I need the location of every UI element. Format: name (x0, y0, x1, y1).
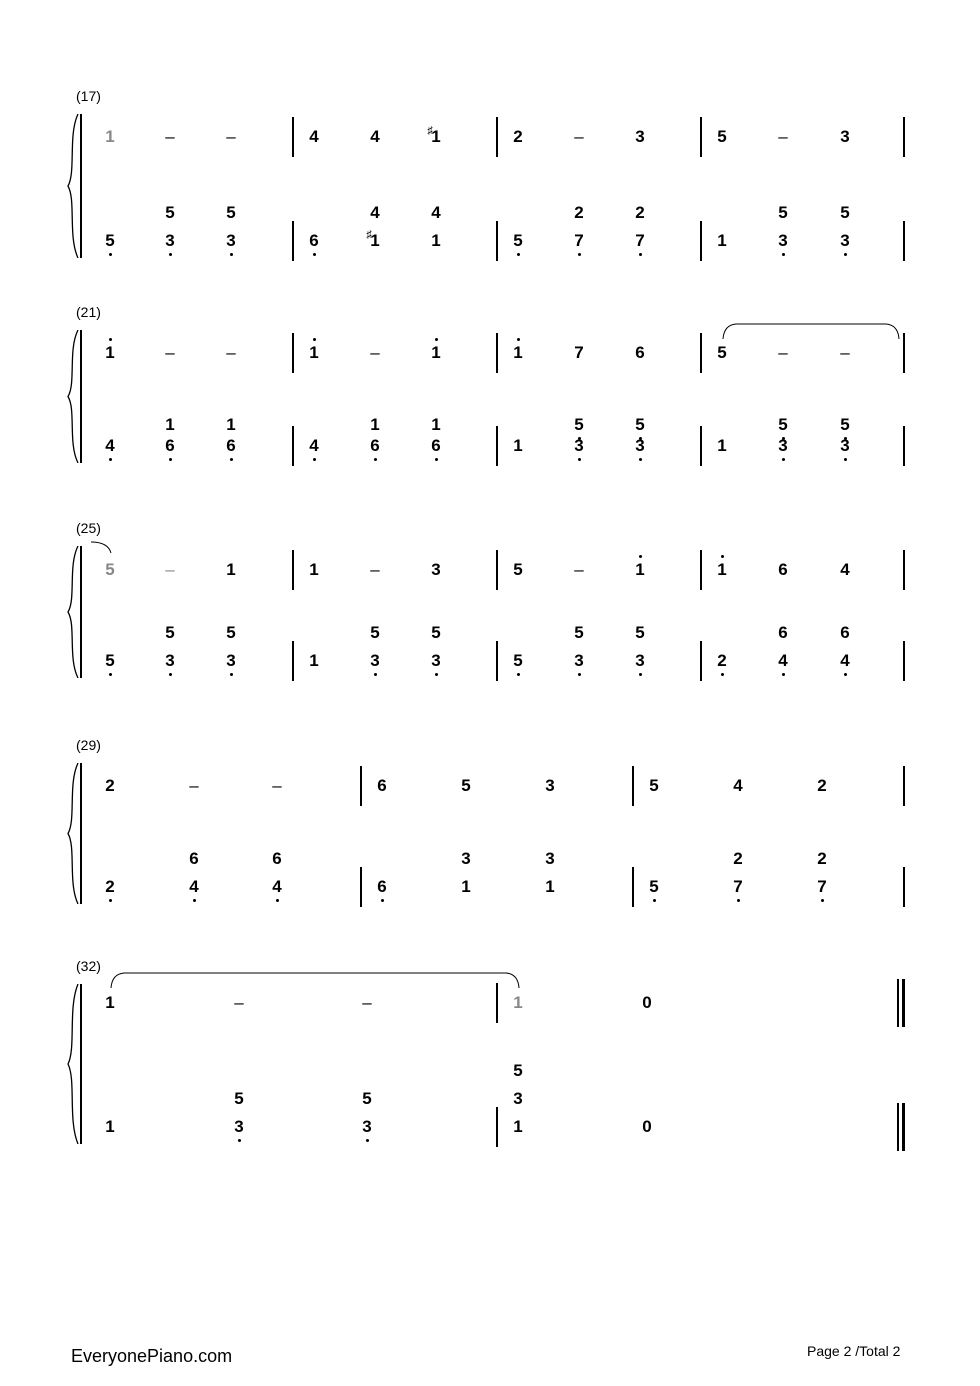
octave-down-dot (844, 253, 847, 256)
melody-note: – (778, 127, 788, 146)
melody-note: 2 (817, 776, 827, 795)
melody-note: 1 (506, 343, 530, 363)
measure-number: (32) (76, 958, 101, 974)
tie-slur (110, 972, 522, 992)
bar-line (292, 426, 294, 466)
bar-line (496, 641, 498, 681)
harmony-note: 5 (234, 1089, 244, 1108)
bass-note: 1 (717, 231, 727, 250)
harmony-note: 1 (165, 415, 175, 434)
melody-note: 1 (226, 560, 236, 579)
melody-note: 5 (649, 776, 659, 795)
bass-note: 3 (355, 1117, 379, 1137)
bass-note: 4 (98, 436, 122, 456)
melody-note: 2 (513, 127, 523, 146)
octave-down-dot (169, 673, 172, 676)
sharp-sign: ♯ (427, 125, 433, 137)
bass-note: 3 (833, 231, 857, 251)
octave-down-dot (313, 458, 316, 461)
melody-note: – (165, 127, 175, 146)
harmony-note: 5 (574, 623, 584, 642)
bar-line (903, 550, 905, 590)
harmony-note: 6 (189, 849, 199, 868)
staff-brace (66, 984, 80, 1144)
bass-note: 1 (717, 436, 727, 455)
octave-down-dot (639, 673, 642, 676)
harmony-note: 5 (635, 623, 645, 642)
octave-down-dot (109, 673, 112, 676)
melody-note: – (370, 343, 380, 362)
bar-line (496, 426, 498, 466)
harmony-note: 5 (628, 415, 652, 435)
bass-note: 3 (219, 231, 243, 251)
octave-down-dot (169, 253, 172, 256)
bass-note: 3 (158, 651, 182, 671)
harmony-note: 1 (370, 415, 380, 434)
harmony-note: 5 (370, 623, 380, 642)
bar-line (632, 766, 634, 806)
harmony-note: 6 (272, 849, 282, 868)
system-line (80, 330, 82, 463)
melody-note: 4 (309, 127, 319, 146)
melody-note: 4 (370, 127, 380, 146)
bass-note: 3 (363, 651, 387, 671)
octave-up-dot (313, 338, 316, 341)
harmony-note: 4 (370, 203, 380, 222)
harmony-note: 5 (833, 415, 857, 435)
melody-note: – (189, 776, 199, 795)
bar-line (632, 867, 634, 907)
bass-note: 3 (628, 651, 652, 671)
harmony-note: 5 (226, 203, 236, 222)
bass-note: 6 (219, 436, 243, 456)
bass-note: 7 (726, 877, 750, 897)
octave-down-dot (374, 673, 377, 676)
system-line (80, 546, 82, 678)
bar-line (903, 426, 905, 466)
system-line (80, 763, 82, 904)
bass-note: 5 (98, 651, 122, 671)
melody-note: 6 (635, 343, 645, 362)
bass-note: 3 (771, 436, 795, 456)
melody-note: 1 (628, 560, 652, 580)
harmony-note: 5 (771, 415, 795, 435)
bass-note: 1 ♯ (363, 231, 387, 251)
harmony-note: 2 (635, 203, 645, 222)
melody-note: 1 (309, 560, 319, 579)
octave-down-dot (366, 1139, 369, 1142)
octave-up-dot (109, 338, 112, 341)
bar-line (903, 867, 905, 907)
melody-note: 1 (98, 343, 122, 363)
melody-note: 7 (574, 343, 584, 362)
octave-up-dot (517, 338, 520, 341)
bass-note: 5 (642, 877, 666, 897)
melody-note: – (226, 343, 236, 362)
bass-note: 3 (833, 436, 857, 456)
octave-down-dot (737, 899, 740, 902)
final-bar-line (897, 979, 899, 1027)
bass-note: 6 (424, 436, 448, 456)
bass-note: 4 (302, 436, 326, 456)
melody-note: – (272, 776, 282, 795)
system-line (80, 984, 82, 1144)
harmony-note: 5 (778, 203, 788, 222)
harmony-note: 2 (574, 203, 584, 222)
melody-note: 4 (733, 776, 743, 795)
bass-note: 3 (567, 651, 591, 671)
bar-line (903, 333, 905, 373)
octave-down-dot (639, 253, 642, 256)
harmony-note: 1 (226, 415, 236, 434)
harmony-note: 3 (461, 849, 471, 868)
bar-line (903, 766, 905, 806)
octave-down-dot (578, 673, 581, 676)
measure-number: (29) (76, 737, 101, 753)
bass-note: 5 (506, 231, 530, 251)
melody-note: 1 (105, 993, 115, 1012)
bar-line (903, 221, 905, 261)
melody-note: 1 (302, 343, 326, 363)
octave-down-dot (639, 458, 642, 461)
harmony-note: 5 (513, 1061, 523, 1080)
final-bar-line (897, 1103, 899, 1151)
melody-note: 5 (717, 127, 727, 146)
melody-note: – (165, 343, 175, 362)
melody-note: 5 (461, 776, 471, 795)
melody-note: 3 (545, 776, 555, 795)
bass-note: 4 (833, 651, 857, 671)
octave-down-dot (276, 899, 279, 902)
harmony-note: 5 (431, 623, 441, 642)
melody-note: 3 (431, 560, 441, 579)
bass-note: 7 (567, 231, 591, 251)
octave-down-dot (782, 673, 785, 676)
harmony-note: 6 (778, 623, 788, 642)
octave-down-dot (821, 899, 824, 902)
harmony-note: 5 (165, 623, 175, 642)
bass-note: 6 (302, 231, 326, 251)
harmony-note: 5 (840, 203, 850, 222)
octave-down-dot (844, 673, 847, 676)
measure-number: (25) (76, 520, 101, 536)
octave-down-dot (578, 253, 581, 256)
octave-down-dot (109, 253, 112, 256)
staff-brace (66, 763, 80, 904)
staff-brace (66, 330, 80, 463)
bar-line (360, 867, 362, 907)
bass-note: 6 (158, 436, 182, 456)
bass-note: 1 (105, 1117, 115, 1136)
bar-line (903, 117, 905, 157)
system-line (80, 114, 82, 258)
bass-note: 1 (545, 877, 555, 896)
melody-note: 5 (717, 343, 727, 362)
bar-line (700, 117, 702, 157)
bass-note: 5 (506, 651, 530, 671)
octave-down-dot (782, 253, 785, 256)
bass-note: 3 (628, 436, 652, 456)
bass-note: 0 (642, 1117, 652, 1136)
bass-note: 1 (309, 651, 319, 670)
melody-note: – (574, 127, 584, 146)
octave-down-dot (381, 899, 384, 902)
measure-number: (17) (76, 88, 101, 104)
bar-line (292, 117, 294, 157)
melody-note: 3 (840, 127, 850, 146)
harmony-note: 5 (567, 415, 591, 435)
bar-line (496, 550, 498, 590)
bar-line (700, 333, 702, 373)
site-footer: EveryonePiano.com (71, 1346, 233, 1366)
bass-note: 3 (219, 651, 243, 671)
bar-line (496, 333, 498, 373)
staff-brace (66, 114, 80, 258)
sharp-sign: ♯ (366, 229, 372, 241)
bar-line (700, 641, 702, 681)
melody-note: – (362, 993, 372, 1012)
melody-note: 1 ♯ (424, 127, 448, 147)
staff-brace (66, 546, 80, 678)
octave-down-dot (782, 458, 785, 461)
bar-line (292, 641, 294, 681)
melody-note: – (165, 560, 175, 579)
bass-note: 3 (158, 231, 182, 251)
melody-note: 5 (513, 560, 523, 579)
octave-down-dot (169, 458, 172, 461)
final-bar-line (902, 979, 905, 1027)
bass-note: 3 (424, 651, 448, 671)
bass-note: 4 (265, 877, 289, 897)
bar-line (292, 550, 294, 590)
bass-note: 6 (363, 436, 387, 456)
melody-note: – (370, 560, 380, 579)
bar-line (292, 221, 294, 261)
melody-note: – (840, 343, 850, 362)
bass-note: 1 (513, 1117, 523, 1136)
melody-note: 6 (778, 560, 788, 579)
tie-slur (722, 323, 902, 343)
harmony-note: 3 (513, 1089, 523, 1108)
bar-line (292, 333, 294, 373)
octave-down-dot (313, 253, 316, 256)
octave-down-dot (230, 253, 233, 256)
melody-note: 1 (710, 560, 734, 580)
bass-note: 6 (370, 877, 394, 897)
octave-down-dot (230, 458, 233, 461)
melody-note: – (226, 127, 236, 146)
tie-slur-end (90, 541, 114, 555)
page-indicator: Page 2 /Total 2 (807, 1343, 901, 1359)
final-bar-line (902, 1103, 905, 1151)
octave-down-dot (653, 899, 656, 902)
bar-line (700, 221, 702, 261)
harmony-note: 5 (226, 623, 236, 642)
melody-note: 1 (513, 993, 523, 1012)
melody-note: – (574, 560, 584, 579)
bar-line (496, 1107, 498, 1147)
bass-note: 3 (227, 1117, 251, 1137)
bass-note: 7 (810, 877, 834, 897)
melody-note: – (778, 343, 788, 362)
bass-note: 2 (98, 877, 122, 897)
harmony-note: 3 (545, 849, 555, 868)
bass-note: 1 (431, 231, 441, 250)
octave-up-dot (435, 338, 438, 341)
harmony-note: 4 (431, 203, 441, 222)
octave-down-dot (435, 673, 438, 676)
bass-note: 2 (710, 651, 734, 671)
octave-down-dot (578, 458, 581, 461)
harmony-note: 1 (431, 415, 441, 434)
octave-up-dot (721, 555, 724, 558)
octave-down-dot (109, 899, 112, 902)
bar-line (496, 221, 498, 261)
harmony-note: 2 (817, 849, 827, 868)
melody-note: 0 (642, 993, 652, 1012)
octave-down-dot (374, 458, 377, 461)
octave-down-dot (721, 673, 724, 676)
octave-down-dot (844, 458, 847, 461)
octave-up-dot (639, 555, 642, 558)
octave-down-dot (435, 458, 438, 461)
bar-line (903, 641, 905, 681)
octave-down-dot (230, 673, 233, 676)
melody-note: 6 (377, 776, 387, 795)
bass-note: 4 (182, 877, 206, 897)
bass-note: 1 (513, 436, 523, 455)
bar-line (360, 766, 362, 806)
octave-down-dot (109, 458, 112, 461)
bass-note: 7 (628, 231, 652, 251)
bar-line (496, 117, 498, 157)
melody-note: 4 (840, 560, 850, 579)
melody-note: 2 (105, 776, 115, 795)
bass-note: 5 (98, 231, 122, 251)
harmony-note: 6 (840, 623, 850, 642)
bar-line (700, 426, 702, 466)
melody-note: 3 (635, 127, 645, 146)
octave-down-dot (238, 1139, 241, 1142)
harmony-note: 5 (165, 203, 175, 222)
bass-note: 3 (567, 436, 591, 456)
measure-number: (21) (76, 304, 101, 320)
melody-note: 5 (105, 560, 115, 579)
bass-note: 3 (771, 231, 795, 251)
bass-note: 1 (461, 877, 471, 896)
melody-note: 1 (424, 343, 448, 363)
octave-down-dot (193, 899, 196, 902)
melody-note: 1 (105, 127, 115, 146)
octave-down-dot (517, 673, 520, 676)
bass-note: 4 (771, 651, 795, 671)
melody-note: – (234, 993, 244, 1012)
harmony-note: 2 (733, 849, 743, 868)
octave-down-dot (517, 253, 520, 256)
harmony-note: 5 (362, 1089, 372, 1108)
bar-line (700, 550, 702, 590)
